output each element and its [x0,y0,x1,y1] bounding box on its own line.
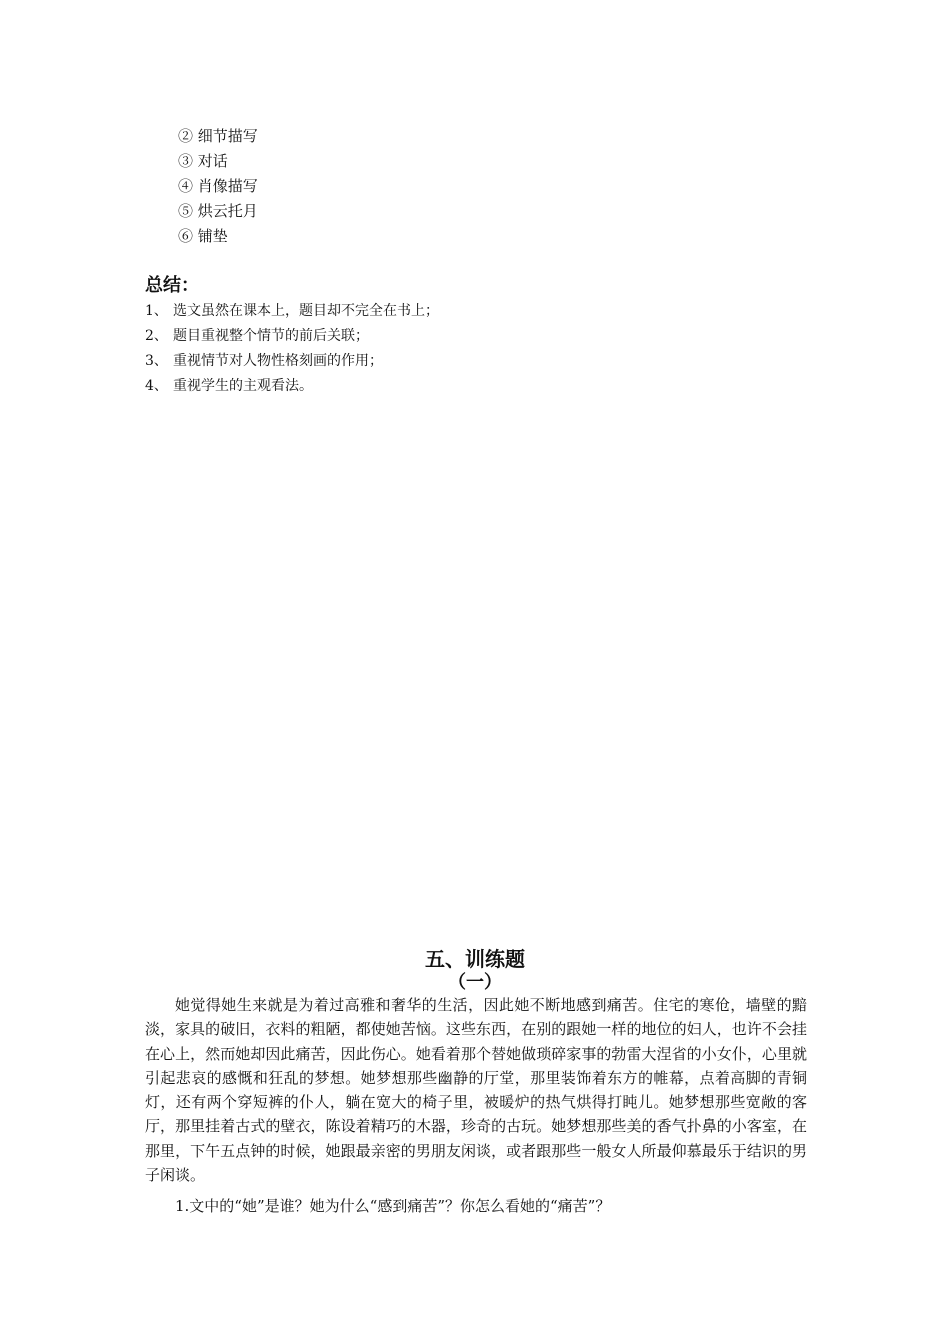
summary-item-text: 重视学生的主观看法。 [173,378,313,394]
summary-heading: 总结： [145,275,199,296]
summary-item-text: 题目重视整个情节的前后关联； [173,328,369,344]
summary-item [145,299,439,324]
summary-item-number: 4、 [145,378,168,394]
summary-item-text: 选文虽然在课本上，题目却不完全在书上； [173,303,439,319]
summary-list [145,299,439,399]
summary-item-number: 1、 [145,303,168,319]
technique-item: ⑤ 烘云托月 [178,202,258,220]
question-1: 1.文中的“她”是谁？她为什么“感到痛苦”？你怎么看她的“痛苦”？ [175,1197,611,1215]
reading-passage: 她觉得她生来就是为着过高雅和奢华的生活，因此她不断地感到痛苦。住宅的寒伧，墙壁的黯淡，家具的破旧，衣料的粗陋，都使她苦恼。这些东西，在别的跟她一样的地位的妇人，也许不会挂在心上，然而她却因此痛苦，因此伤心。她看着那个替她做琐碎家事的勃雷大涅省的小女仆，心里就引起悲哀的感慨和狂乱的梦想。她梦想那些幽静的厅堂，那里装饰着东方的帷幕，点着高脚的青铜灯，还有两个穿短裤的仆人，躺在宽大的椅子里，被暖炉的热气烘得打盹儿。她梦想那些宽敞的客厅，那里挂着古式的壁衣，陈设着精巧的木器，珍奇的古玩。她梦想那些美的香气扑鼻的小客室，在那里，下午五点钟的时候，她跟最亲密的男朋友闲谈，或者跟那些一般女人所最仰慕最乐于结识的男子闲谈。 [145,996,807,1185]
summary-item [145,374,439,399]
summary-item [145,349,439,374]
technique-item: ③ 对话 [178,152,228,170]
summary-item [145,324,439,349]
technique-list [178,124,258,249]
section-title: 五、训练题 [425,947,525,971]
technique-item: ④ 肖像描写 [178,177,258,195]
summary-item-number: 3、 [145,353,168,369]
summary-item-text: 重视情节对人物性格刻画的作用； [173,353,383,369]
technique-item: ② 细节描写 [178,127,258,145]
summary-item-number: 2、 [145,328,168,344]
technique-item: ⑥ 铺垫 [178,227,228,245]
section-subtitle: （一） [448,972,502,993]
